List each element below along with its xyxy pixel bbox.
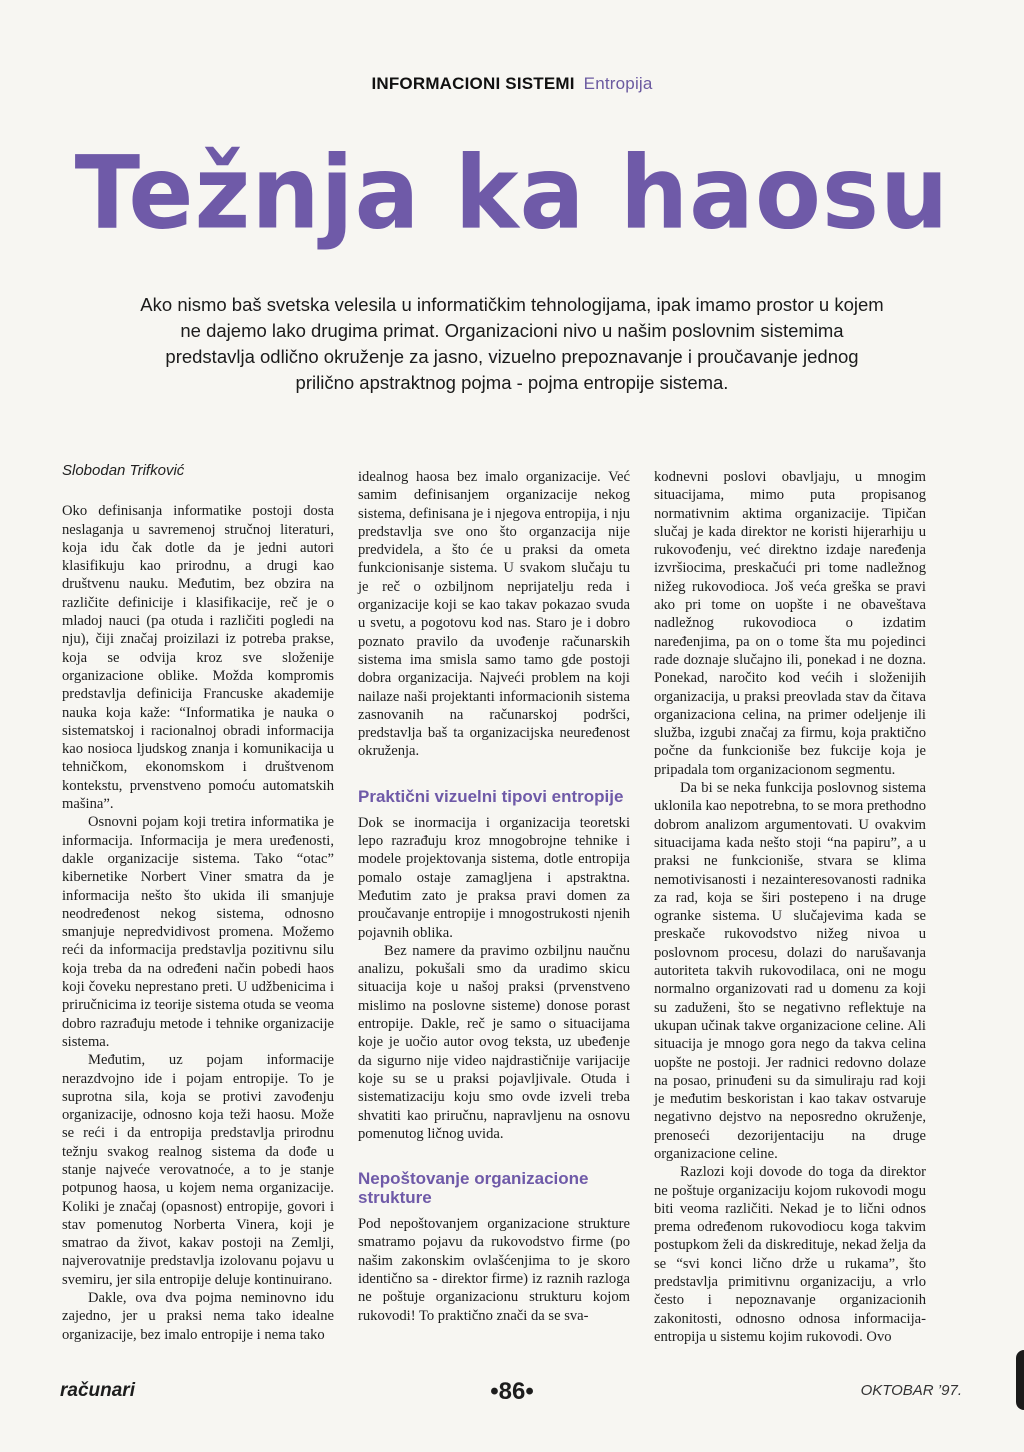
issue-date: OKTOBAR ’97. [860, 1382, 962, 1399]
article-lead: Ako nismo baš svetska velesila u informatičkim tehnologijama, ipak imamo prostor u kojem ne dajemo lako drugima primat. Organizacioni nivo u našim poslovnim sistemima predstavlja odlično okruženje za jasno, vizuelno prepoznavanje i proučavanje jednog prilično apstraktnog pojma - pojma entropije sistema. [140, 294, 884, 393]
paragraph: Razlozi koji dovode do toga da direktor ne poštuje organizaciju kojom rukovodi mogu biti veoma različiti. Nekad je to lični odnos prema određenom rukovodiocu koga takvim postupkom želi da diskredituje, nekad želja da se “svi konci lično drže u rukama”, što predstavlja primitivnu organizaciju, a vrlo često i nepoznavanje organizacionih zakonitosti, odnosno odnosa informacija-entropija u sistemu kojim rukovodi. Ovo [654, 1164, 926, 1345]
paragraph: Pod nepoštovanjem organizacione strukture smatramo pojavu da rukovodstvo firme (po našim zakonskim ovlašćenjima to je skoro identično sa - direktor firme) iz raznih razloga ne poštuje organizacionu strukturu kojom rukovodi! To praktično znači da se sva- [358, 1216, 630, 1324]
paragraph: Da bi se neka funkcija poslovnog sistema uklonila kao nepotrebna, to se mora prethodno dobrom analizom argumentovati. U ovakvim situacijama kada nešto stoji “na papiru”, a u praksi ne funkcioniše, stvara se klima nemotivisanosti i nezainteresovanosti radnika za rad, koja se širi postepeno i na druge ogranke sistema. U slučajevima kada se preskače rukovodstvo nižeg nivoa u poslovnom procesu, dolazi do narušavanja autoriteta takvih rukovodilaca, oni ne mogu normalno organizovati rad u domenu za koji su zaduženi, što se negativno reflektuje na ukupan učinak takve organizacione celine. Ali situacija je mnogo gora nego da takva celina uopšte ne postoji. Jer radnici redovno dolaze na posao, prinuđeni su da simuliraju rad koji je međutim beskoristan i kao takav ostvaruje negativno dejstvo na neposredno okruženje, prenoseći dezorijentaciju na druge organizacione celine. [654, 780, 926, 1162]
column-3 [654, 468, 926, 1346]
subheading: Praktični vizuelni tipovi entropije [358, 786, 624, 806]
column-2 [358, 468, 630, 1325]
paragraph: Osnovni pojam koji tretira informatika je informacija. Informacija je mera uređenosti, dakle organizacije sistema. Tako “otac” kibernetike Norbert Viner smatra da je informacija nešto što ukida ili smanjuje neodređenost nekog sistema, odnosno smanjuje nepredvidivost promena. Možemo reći da informacija predstavlja pozitivnu silu koja treba da na određeni način pobedi haos koji čoveku neprestano preti. U udžbenicima i priručnicima iz teorije sistema otuda se veoma dobro razrađuju metode i tehnike organizacije sistema. [62, 814, 334, 1050]
paragraph: Dakle, ova dva pojma neminovno idu zajedno, jer u praksi nema tako idealne organizacije, bez imalo entropije i nema tako [62, 1290, 334, 1343]
column-1 [62, 462, 334, 1344]
section-name: INFORMACIONI SISTEMI [371, 74, 575, 93]
paragraph: Međutim, uz pojam informacije nerazdvojno ide i pojam entropije. To je suprotna sila, koja se protivi zavođenju organizacije, odnosno koja teži haosu. Može se reći i da entropija predstavlja prirodnu težnju svakog realnog sistema da dođe u stanje najveće verovatnoće, a to je stanje potpunog haosa, u kojem nema organizacije. Koliki je značaj (opasnost) entropije, govori i stav pomenutog Norberta Vinera, koji je smatrao da život, kakav postoji na Zemlji, najverovatnije predstavlja izolovanu pojavu u svemiru, jer sila entropije deluje kontinuirano. [62, 1052, 334, 1288]
paragraph: Dok se inormacija i organizacija teoretski lepo razrađuju kroz mnogobrojne tehnike i modele projektovanja sistema, dotle entropija pomalo ostaje zamagljena i apstraktna. Međutim zato je praksa pravi domen za proučavanje entropije i mnogostrukosti njenih pojavnih oblika. [358, 814, 630, 941]
magazine-name: računari [60, 1380, 135, 1401]
section-header [0, 74, 1024, 94]
paragraph: Oko definisanja informatike postoji dosta neslaganja u savremenoj stručnoj literaturi, koja idu čak dotle da je jedni autori klasifikuju kao prirodnu, a drugi kao društvenu nauku. Međutim, bez obzira na različite definicije i klasifikacije, reč je o mladoj nauci (pa otuda i različiti pogledi na nju), čiji značaj proizilazi iz potreba prakse, koja se odvija kroz sve složenije organizacione oblike. Možda kompromis predstavlja definicija Francuske akademije nauka koja kaže: “Informatika je nauka o sistematskoj i racionalnoj obradi informacija kao nosioca ljudskog znanja i komunikacija u tehničkom, ekonomskom i društvenom kontekstu, prvenstveno pomoću automatskih mašina”. [62, 503, 334, 813]
paragraph: kodnevni poslovi obavljaju, u mnogim situacijama, mimo puta propisanog normativnim aktima organizacije. Tipičan slučaj je kada direktor ne koristi hijerarhiju u rukovođenju, već direktno izdaje naređenja izvršiocima, preskačući pri tome nadležnog nižeg rukovodioca. Još veća greška se pravi ako pri tome on uopšte i ne obaveštava nadležnog rukovodioca o izdatim naređenjima, pa on o tome šta mu pojedinci rade doznaje slučajno ili, ponekad i ne dozna. Ponekad, naročito kod većih i složenijih organizacija, u praksi preovlada stav da čitava organizaciona celina, na primer odeljenje ili služba, izgubi značaj za firmu, koja praktično počne da funkcioniše bez fukcije koja je pripadala tom organizacionom segmentu. [654, 469, 926, 778]
subheading: Nepoštovanje organizacione strukture [358, 1169, 589, 1208]
paragraph: Bez namere da pravimo ozbiljnu naučnu analizu, pokušali smo da uradimo skicu situacija koje u našoj praksi (prvenstveno mislimo na poslovne sisteme) donose porast entropije. Dakle, reč je samo o situacijama koje je uočio autor ovog teksta, uz ubeđenje da sigurno nije video najdrastičnije varijacije koje su se u praksi pojavljivale. Otuda i sistematizaciju koju smo ovde izveli treba shvatiti kao priručnu, napravljenu na osnovu pomenutog ličnog uvida. [358, 942, 630, 1142]
paragraph: idealnog haosa bez imalo organizacije. Već samim definisanjem organizacije nekog sistema, definisana je i njegova entropija, i nju predstavlja sve ono što organzacija nije predvidela, a što će u praksi da ometa funkcionisanje sistema. U svakom slučaju tu je reč o ozbiljnom neprijatelju reda i organizacije koji se kao takav pokazao svuda u svetu, a pogotovu kod nas. Staro je i dobro poznato pravilo da uvođenje računarskih sistema ima smisla samo tamo gde postoji dobra organizacija. Najveći problem na koji nailaze naši projektanti informacionih sistema zasnovanih na računarskoj podršci, predstavlja baš ta organizacijska neuređenost okruženja. [358, 469, 630, 760]
page-number: •86• [490, 1378, 534, 1405]
article-title: Težnja ka haosu [74, 134, 950, 252]
section-topic: Entropija [583, 74, 653, 93]
author-name: Slobodan Trifković [62, 462, 185, 479]
binding-edge-mark [1016, 1350, 1024, 1410]
